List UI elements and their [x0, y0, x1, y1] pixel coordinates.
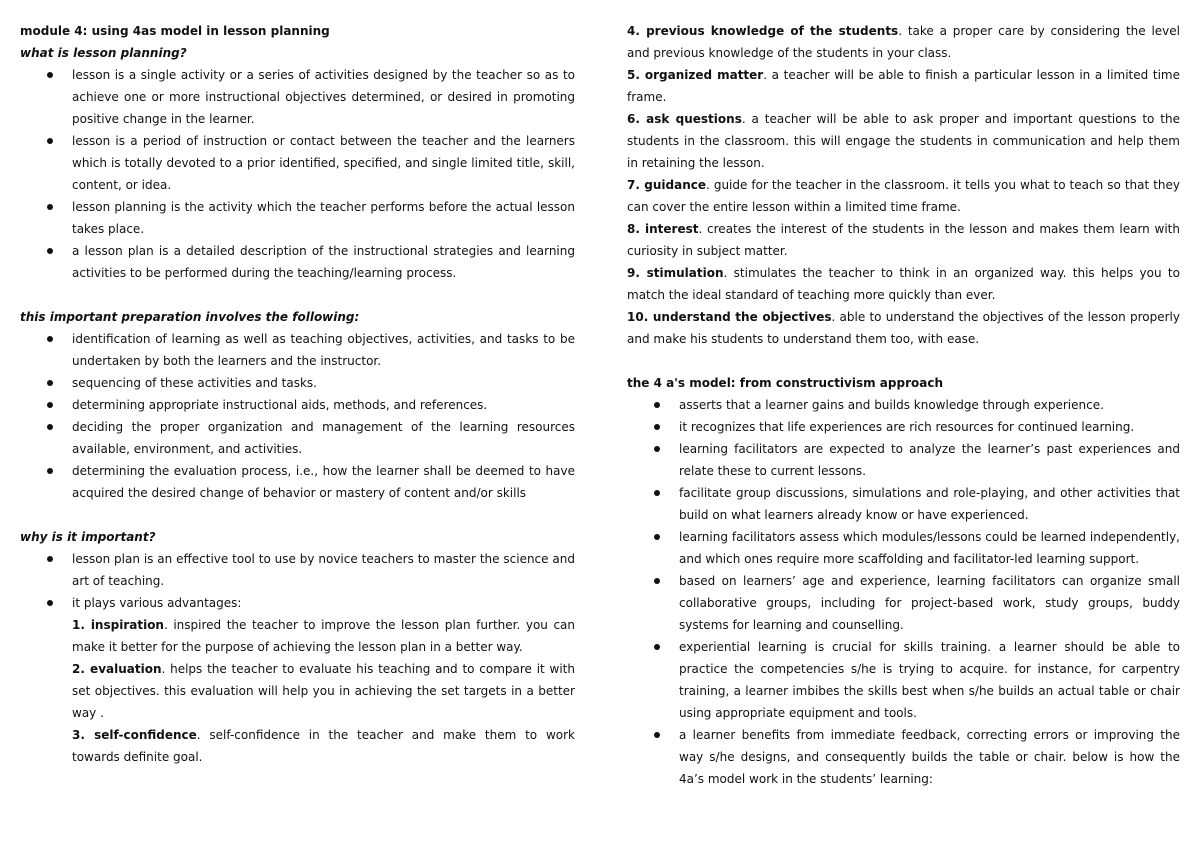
advantage-item — [627, 262, 1180, 306]
spacer — [20, 504, 575, 526]
list-item: asserts that a learner gains and builds knowledge through experience. — [627, 394, 1180, 416]
advantage-text: . self-confidence in the teacher and make them to work towards definite goal. — [72, 728, 575, 764]
advantage-text: . a teacher will be able to ask proper and important questions to the students in the classroom. this will engage the students in communication and help them in retaining the lesson. — [627, 112, 1180, 170]
advantage-label: 7. guidance — [627, 178, 707, 192]
list-item: a lesson plan is a detailed description of the instructional strategies and learning activities to be performed during the teaching/learning process. — [20, 240, 575, 284]
list-item: facilitate group discussions, simulations and role-playing, and other activities that build on what learners already know or have experienced. — [627, 482, 1180, 526]
list-item: lesson planning is the activity which the teacher performs before the actual lesson takes place. — [20, 196, 575, 240]
advantage-label: 10. understand the objectives — [627, 310, 832, 324]
advantage-text: . guide for the teacher in the classroom. it tells you what to teach so that they can cover the entire lesson within a limited time frame. — [627, 178, 1180, 214]
advantage-item — [627, 108, 1180, 174]
list-item: lesson is a period of instruction or contact between the teacher and the learners which is totally devoted to a prior identified, specified, and single limited title, skill, content, or idea. — [20, 130, 575, 196]
model-heading: the 4 a's model: from constructivism approach — [627, 376, 944, 390]
list-item: experiential learning is crucial for skills training. a learner should be able to practice the competencies s/he is trying to acquire. for instance, for carpentry training, a learner imbibes the skills best when s/he builds an actual table or chair using appropriate equipment and tools. — [627, 636, 1180, 724]
list-item-advantages — [20, 592, 575, 768]
list-item: identification of learning as well as teaching objectives, activities, and tasks to be undertaken by both the learners and the instructor. — [20, 328, 575, 372]
advantage-label: 4. previous knowledge of the students — [627, 24, 899, 38]
list-item: lesson is a single activity or a series of activities designed by the teacher so as to achieve one or more instructional objectives determined, or desired in promoting positive change in the learner. — [20, 64, 575, 130]
list-item: determining the evaluation process, i.e., how the learner shall be deemed to have acquired the desired change of behavior or mastery of content and/or skills — [20, 460, 575, 504]
q1-heading: what is lesson planning? — [20, 46, 187, 60]
advantage-label: 5. organized matter — [627, 68, 764, 82]
advantage-label: 3. self-confidence — [72, 728, 197, 742]
advantage-text: . stimulates the teacher to think in an organized way. this helps you to match the ideal standard of teaching more quickly than ever. — [627, 266, 1180, 302]
advantage-label: 8. interest — [627, 222, 699, 236]
list-item: learning facilitators assess which modules/lessons could be learned independently, and which ones require more scaffolding and facilitator-led learning support. — [627, 526, 1180, 570]
advantage-label: 9. stimulation — [627, 266, 724, 280]
advantage-text: . a teacher will be able to finish a particular lesson in a limited time frame. — [627, 68, 1180, 104]
advantage-item — [627, 64, 1180, 108]
advantages-intro: it plays various advantages: — [72, 596, 242, 610]
advantage-item — [627, 20, 1180, 64]
list-item: learning facilitators are expected to analyze the learner’s past experiences and relate these to current lessons. — [627, 438, 1180, 482]
prep-bullet-list — [20, 328, 575, 504]
advantage-label: 6. ask questions — [627, 112, 742, 126]
list-item: deciding the proper organization and management of the learning resources available, environment, and activities. — [20, 416, 575, 460]
spacer — [20, 284, 575, 306]
advantage-item — [627, 218, 1180, 262]
why-bullet-list — [20, 548, 575, 768]
why-heading: why is it important? — [20, 530, 156, 544]
q1-bullet-list — [20, 64, 575, 284]
advantage-item — [627, 174, 1180, 218]
advantage-text: . inspired the teacher to improve the lesson plan further. you can make it better for the purpose of achieving the lesson plan in a better way. — [72, 618, 575, 654]
module-title: module 4: using 4as model in lesson planning — [20, 24, 330, 38]
model-bullet-list — [627, 394, 1180, 790]
list-item: a learner benefits from immediate feedback, correcting errors or improving the way s/he designs, and consequently builds the table or chair. below is how the 4a’s model work in the students’ learning: — [627, 724, 1180, 790]
advantage-text: . creates the interest of the students in the lesson and makes them learn with curiosity in subject matter. — [627, 222, 1180, 258]
advantage-text: . take a proper care by considering the level and previous knowledge of the students in your class. — [627, 24, 1181, 60]
spacer — [627, 350, 1180, 372]
list-item: based on learners’ age and experience, learning facilitators can organize small collaborative groups, including for project-based work, study groups, buddy systems for learning and counselling. — [627, 570, 1180, 636]
list-item: it recognizes that life experiences are rich resources for continued learning. — [627, 416, 1180, 438]
advantage-label: 2. evaluation — [72, 662, 162, 676]
advantage-item — [72, 658, 575, 724]
right-column — [627, 20, 1180, 790]
advantage-item — [627, 306, 1180, 350]
advantage-text: . helps the teacher to evaluate his teaching and to compare it with set objectives. this evaluation will help you in achieving the set targets in a better way . — [72, 662, 575, 720]
advantage-text: . able to understand the objectives of the lesson properly and make his students to understand them too, with ease. — [627, 310, 1180, 346]
left-column — [20, 20, 575, 768]
advantage-item — [72, 614, 575, 658]
list-item: determining appropriate instructional aids, methods, and references. — [20, 394, 575, 416]
advantage-label: 1. inspiration — [72, 618, 164, 632]
advantage-item — [72, 724, 575, 768]
list-item: lesson plan is an effective tool to use by novice teachers to master the science and art of teaching. — [20, 548, 575, 592]
prep-heading: this important preparation involves the following: — [20, 310, 360, 324]
list-item: sequencing of these activities and tasks. — [20, 372, 575, 394]
